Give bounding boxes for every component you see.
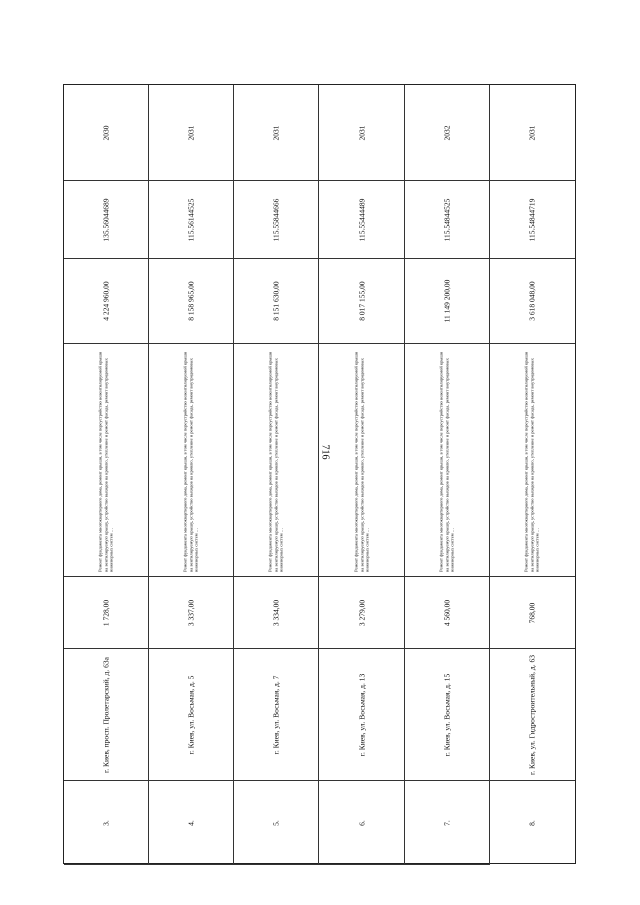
unit-cost: 135.56044689 bbox=[101, 197, 111, 242]
cost-cell bbox=[64, 259, 149, 344]
row-number: 3. bbox=[101, 819, 111, 826]
year-cell bbox=[490, 85, 575, 181]
building-area: 768,00 bbox=[527, 602, 537, 623]
work-description: Ремонт фундамента многоквартирного дома, ремонт крыши, в том числе переустройство невентилируемой крыши на вентилируемую крышу, устройство выходов на кровлю, утепление и ремонт фасада, ремонт внутридомовых инженерных систем … bbox=[268, 351, 285, 572]
year-cell bbox=[405, 85, 490, 181]
building-address: г. Киев, ул. Восьмая, д. 13 bbox=[357, 673, 367, 756]
row-number-cell bbox=[405, 781, 490, 865]
unit-cost-cell bbox=[149, 181, 234, 259]
page-number: 716 bbox=[319, 444, 331, 460]
planned-year: 2030 bbox=[101, 125, 111, 140]
work-description-cell bbox=[149, 344, 234, 577]
work-description: Ремонт фундамента многоквартирного дома, ремонт крыши, в том числе переустройство невентилируемой крыши на вентилируемую крышу, устройство выходов на кровлю, утепление и ремонт фасада, ремонт внутридомовых инженерных систем … bbox=[182, 351, 200, 572]
area-cell bbox=[405, 577, 490, 649]
address-cell bbox=[234, 649, 319, 781]
building-area: 4 560,00 bbox=[442, 599, 452, 626]
address-cell bbox=[405, 649, 490, 781]
year-cell bbox=[149, 85, 234, 181]
area-cell bbox=[319, 577, 404, 649]
unit-cost: 115.56144525 bbox=[186, 198, 196, 241]
building-address: г. Киев, ул. Восьмая, д. 15 bbox=[442, 673, 452, 756]
unit-cost: 115.55444489 bbox=[357, 198, 367, 241]
unit-cost-cell bbox=[490, 181, 575, 259]
unit-cost: 115.54844719 bbox=[527, 198, 537, 241]
work-description: Ремонт фундамента многоквартирного дома, ремонт крыши, в том числе переустройство невентилируемой крыши на вентилируемую крышу, устройство выходов на кровлю, утепление и ремонт фасада, ремонт внутридомовых инженерных систем … bbox=[524, 351, 541, 572]
building-area: 1 728,00 bbox=[101, 599, 111, 626]
repair-cost: 3 618 048,00 bbox=[527, 281, 537, 321]
repair-cost: 8 151 630,00 bbox=[271, 281, 281, 321]
unit-cost: 115.54844525 bbox=[442, 198, 452, 241]
row-number: 6. bbox=[357, 819, 367, 826]
work-description-cell bbox=[319, 344, 404, 577]
row-number: 8. bbox=[527, 820, 537, 826]
planned-year: 2032 bbox=[442, 125, 452, 140]
cost-cell bbox=[490, 259, 575, 344]
area-cell bbox=[64, 577, 149, 649]
unit-cost-cell bbox=[319, 181, 404, 259]
work-description-cell bbox=[405, 344, 490, 577]
building-address: г. Киев, ул. Восьмая, д. 7 bbox=[271, 675, 281, 754]
planned-year: 2031 bbox=[271, 125, 281, 140]
work-description-cell bbox=[234, 344, 319, 577]
work-description: Ремонт фундамента многоквартирного дома, ремонт крыши, в том числе переустройство невентилируемой крыши на вентилируемую крышу, устройство выходов на кровлю, утепление и ремонт фасада, ремонт внутридомовых инженерных систем … bbox=[438, 351, 455, 572]
work-description: Ремонт фундамента многоквартирного дома, ремонт крыши, в том числе переустройство невентилируемой крыши на вентилируемую крышу, устройство выходов на кровлю, утепление и ремонт фасада, ремонт внутридомовых инженерных систем … bbox=[97, 351, 114, 572]
row-number-cell bbox=[234, 781, 319, 865]
row-number: 5. bbox=[271, 819, 281, 826]
row-number-cell bbox=[64, 781, 149, 865]
cost-cell bbox=[319, 259, 404, 344]
repair-cost: 8 017 155,00 bbox=[357, 281, 367, 321]
unit-cost-cell bbox=[405, 181, 490, 259]
area-cell bbox=[234, 577, 319, 649]
row-number-cell bbox=[149, 781, 234, 865]
repair-cost: 11 149 200,00 bbox=[442, 279, 452, 323]
building-area: 3 279,00 bbox=[357, 599, 367, 626]
unit-cost-cell bbox=[64, 181, 149, 259]
row-number-cell bbox=[319, 781, 404, 865]
cost-cell bbox=[405, 259, 490, 344]
repair-cost: 8 158 965,00 bbox=[186, 281, 196, 321]
building-address: г. Киев, ул. Гидростроительный, д. 63 bbox=[527, 654, 537, 775]
building-area: 3 334,00 bbox=[271, 599, 281, 626]
repair-program-table bbox=[63, 84, 576, 864]
unit-cost: 115.55844666 bbox=[271, 198, 281, 241]
planned-year: 2031 bbox=[357, 125, 367, 140]
year-cell bbox=[64, 85, 149, 181]
address-cell bbox=[319, 649, 404, 781]
address-cell bbox=[64, 649, 149, 781]
cost-cell bbox=[149, 259, 234, 344]
work-description-cell bbox=[64, 344, 149, 577]
row-number: 4. bbox=[186, 819, 196, 826]
area-cell bbox=[149, 577, 234, 649]
area-cell bbox=[490, 577, 575, 649]
year-cell bbox=[234, 85, 319, 181]
building-area: 3 337,00 bbox=[186, 599, 196, 626]
repair-cost: 4 224 960,00 bbox=[101, 281, 111, 321]
year-cell bbox=[319, 85, 404, 181]
row-number-cell bbox=[490, 781, 575, 865]
building-address: г. Киев, просп. Пролетарский, д. 63а bbox=[101, 656, 111, 773]
planned-year: 2031 bbox=[186, 125, 196, 140]
work-description-cell bbox=[490, 344, 575, 577]
building-address: г. Киев, ул. Восьмая, д. 5 bbox=[186, 675, 196, 754]
row-number: 7. bbox=[442, 819, 452, 826]
work-description: Ремонт фундамента многоквартирного дома, ремонт крыши, в том числе переустройство невентилируемой крыши на вентилируемую крышу, устройство выходов на кровлю, утепление и ремонт фасада, ремонт внутридомовых инженерных систем … bbox=[353, 351, 370, 572]
address-cell bbox=[149, 649, 234, 781]
unit-cost-cell bbox=[234, 181, 319, 259]
planned-year: 2031 bbox=[527, 125, 537, 140]
cost-cell bbox=[234, 259, 319, 344]
address-cell bbox=[490, 649, 575, 781]
